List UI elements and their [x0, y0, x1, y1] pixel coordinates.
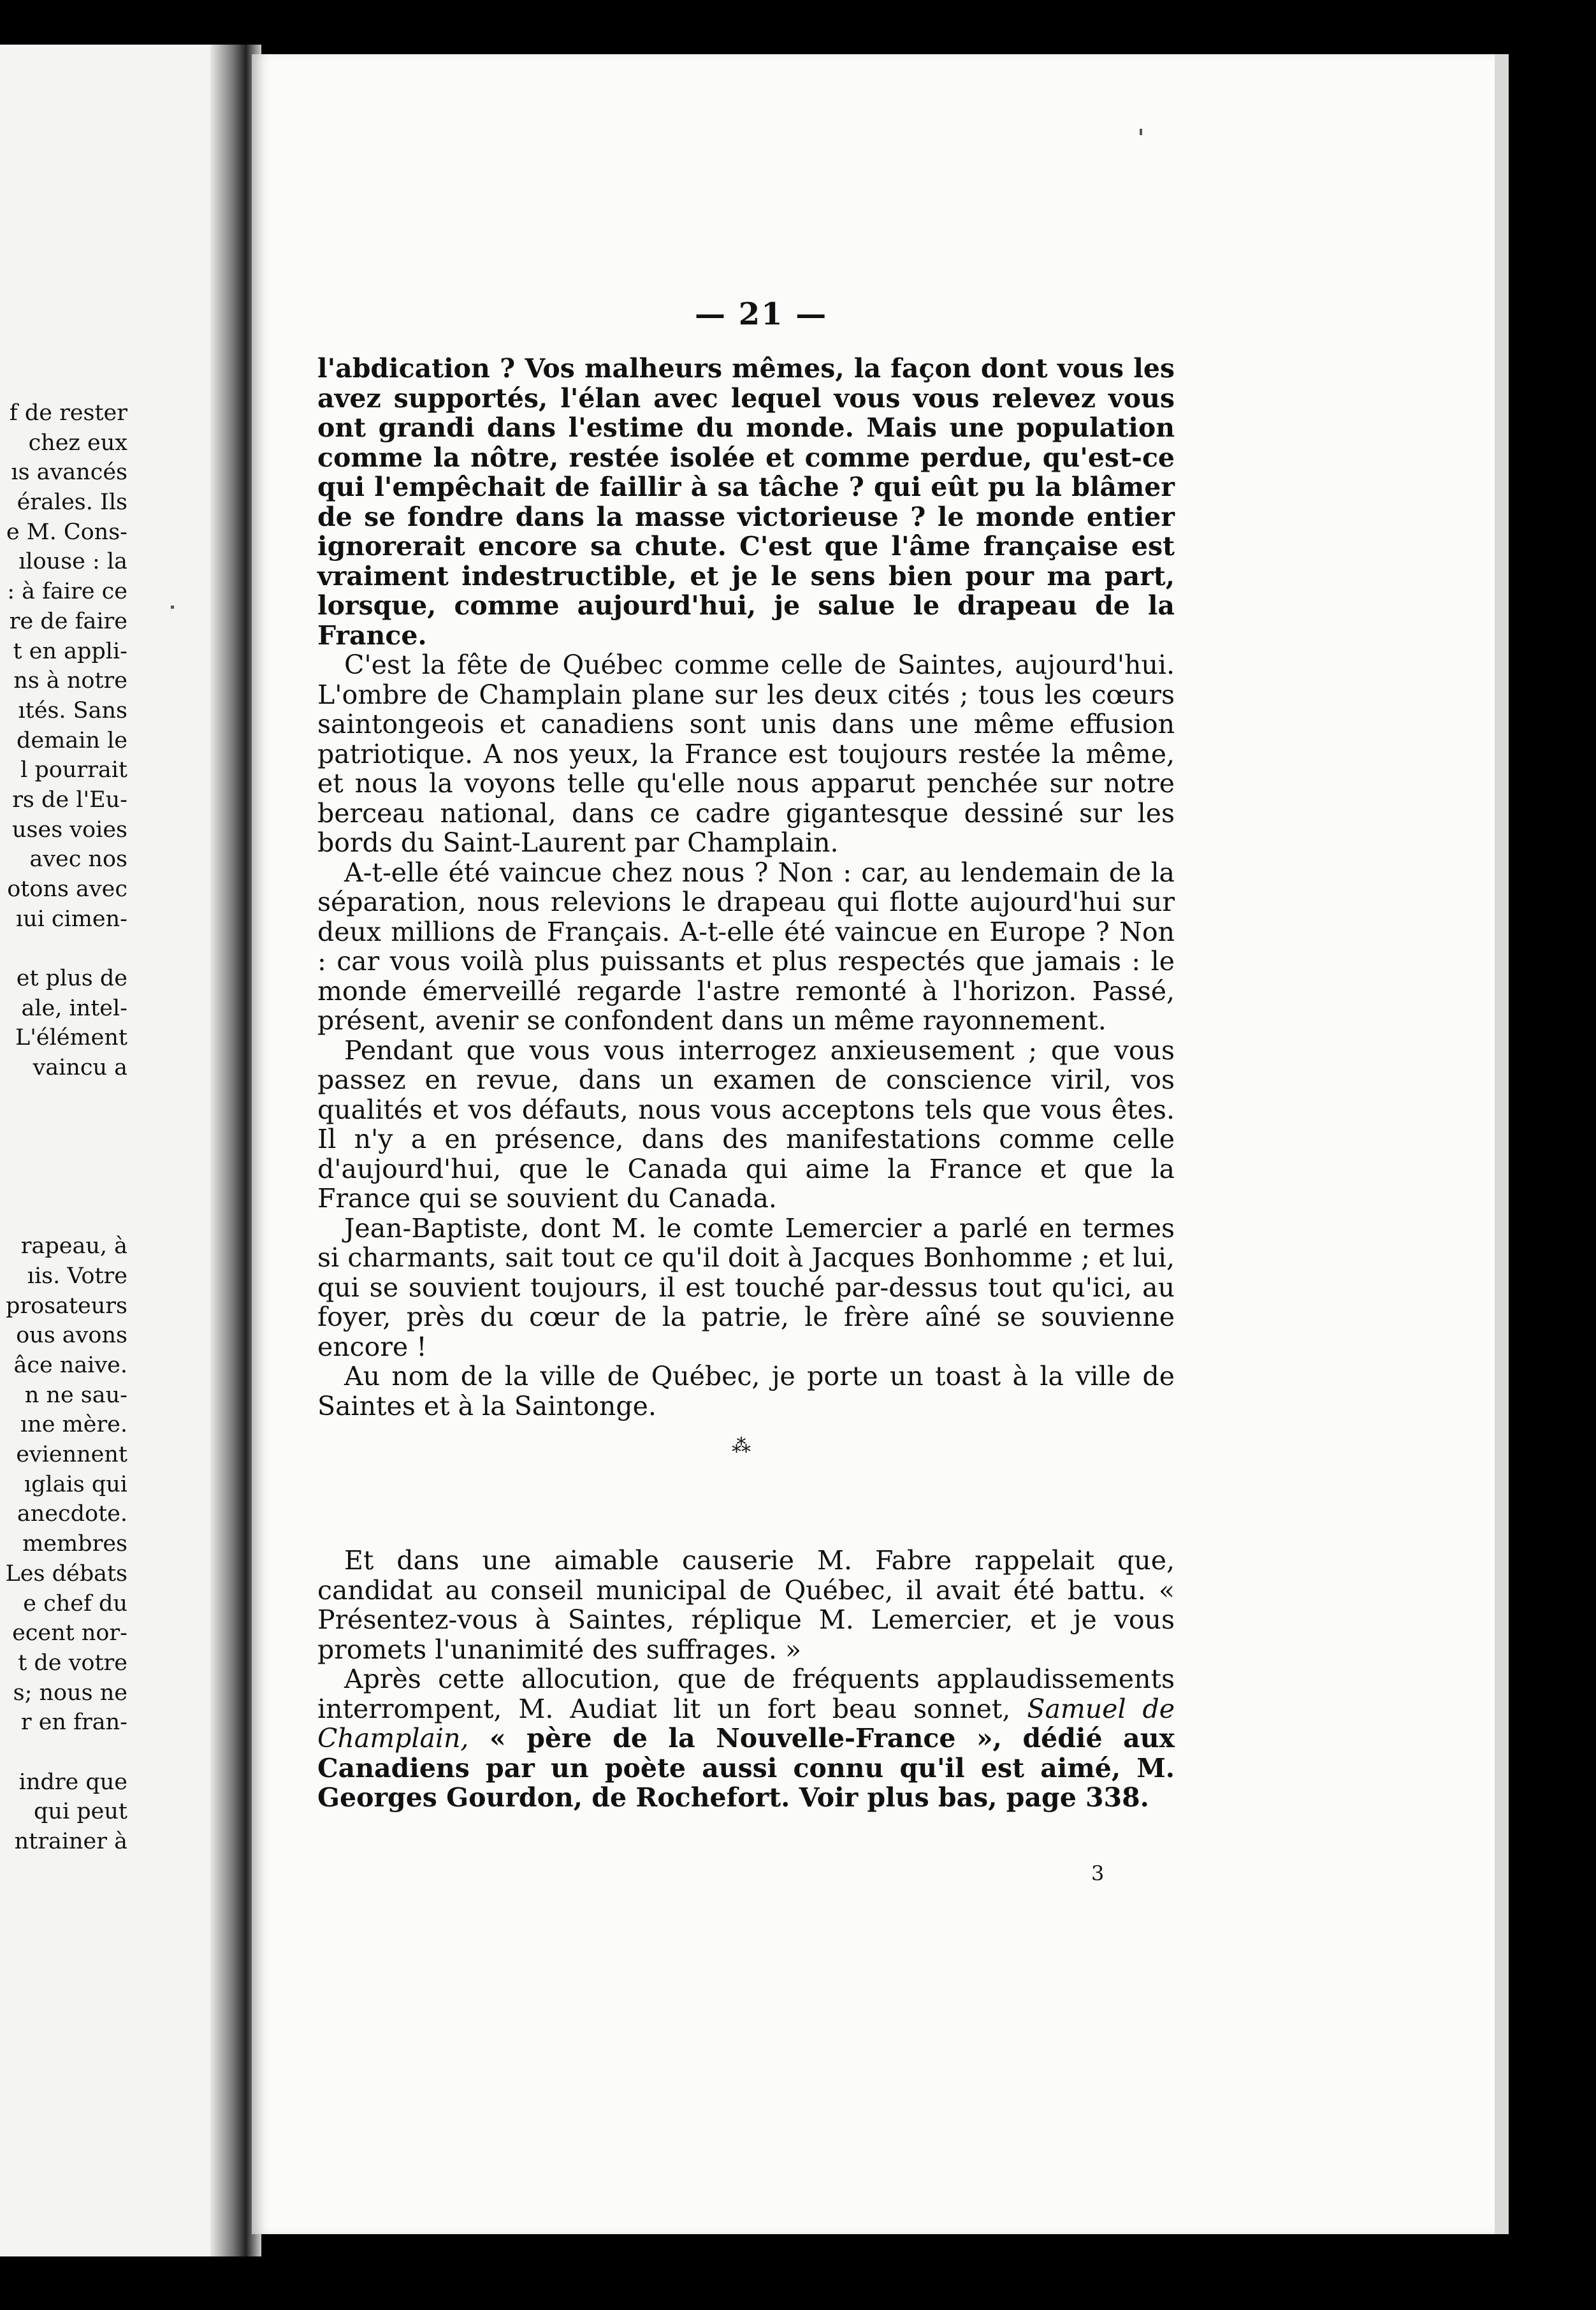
paragraph-5: Jean-Baptiste, dont M. le comte Lemercier a parlé en termes si charmants, sait tout ce qu'il doit à Jacques Bonhomme ; et lui, qui se souvient toujours, il est touché par-dessus tout qu'ici, au foyer, près du cœur de la patrie, le frère aîné se souvienne encore !: [317, 1212, 1175, 1362]
closing-text: [317, 1546, 1175, 1813]
previous-page-fragment: [0, 45, 226, 2256]
previous-page-line: prosateurs: [5, 1293, 127, 1319]
sonnet-title: Samuel de Champlain,: [317, 1693, 1175, 1754]
previous-page-line: ıne mère.: [20, 1412, 127, 1438]
previous-page-line: eviennent: [16, 1442, 127, 1468]
previous-page-line: [0, 1083, 127, 1113]
page-number: — 21 —: [695, 296, 828, 332]
previous-page-line: e chef du: [23, 1590, 127, 1616]
previous-page-line: membres: [15, 1531, 127, 1557]
margin-speck: [1140, 129, 1142, 135]
previous-page-line: ıglais qui: [24, 1471, 127, 1497]
previous-page-line: ıui cimen-: [15, 906, 127, 932]
previous-page-line: [0, 1202, 127, 1232]
previous-page-line: n ne sau-: [24, 1382, 127, 1408]
closing-paragraph-2: [317, 1664, 1175, 1813]
previous-page-line: anecdote.: [10, 1501, 127, 1527]
previous-page-line: ous avons: [16, 1323, 127, 1349]
previous-page-line: ılouse : la: [18, 549, 127, 575]
previous-page-line: rapeau, à: [20, 1233, 127, 1260]
paragraph-2: C'est la fête de Québec comme celle de Saintes, aujourd'hui. L'ombre de Champlain plane sur les deux cités ; tous les cœurs saintongeois et canadiens sont unis dans une même effusion patriotique. A nos yeux, la France est toujours restée la même, et nous la voyons telle qu'elle nous apparut penchée sur notre berceau national, dans ce cadre gigantesque dessiné sur les bords du Saint-Laurent par Champlain.: [317, 650, 1175, 858]
paragraph-6: Au nom de la ville de Québec, je porte un toast à la ville de Saintes et à la Saintonge.: [317, 1361, 1175, 1421]
previous-page-line: ıis. Votre: [27, 1263, 127, 1289]
previous-page-line: âce naive.: [13, 1353, 127, 1378]
page-body: [317, 354, 1175, 1421]
paragraph-3: A-t-elle été vaincue chez nous ? Non : car, au lendemain de la séparation, nous relevions le drapeau qui flotte aujourd'hui sur deux millions de Français. A-t-elle été vaincue en Europe ? Non : car vous voilà plus puissants et plus respectés que jamais : le monde émerveillé regarde l'astre remonté à l'horizon. Passé, présent, avenir se confondent dans un même rayonnement.: [317, 857, 1175, 1036]
previous-page-line: [0, 1113, 127, 1143]
previous-page-line: [0, 1172, 127, 1202]
previous-page-line: f de rester: [9, 400, 127, 426]
closing-paragraph-2-intro: Après cette allocution, que de fréquents applaudissements interrompent, M. Audiat lit un fort beau sonnet,: [317, 1664, 1175, 1724]
previous-page-line: t en appli-: [13, 638, 127, 664]
previous-page-line: demain le: [9, 727, 127, 753]
previous-page-line: ns à notre: [13, 668, 127, 694]
previous-page-line: Les débats: [5, 1560, 127, 1587]
previous-page-line: : à faire ce: [7, 579, 127, 605]
closing-paragraph-1: Et dans une aimable causerie M. Fabre rappelait que, candidat au conseil municipal de Québec, il avait été battu. « Présentez-vous à Saintes, réplique M. Lemercier, et je vous promets l'unanimité des suffrages. »: [317, 1545, 1175, 1665]
previous-page-line: ntrainer à: [14, 1829, 127, 1854]
previous-page-line: et plus de: [16, 966, 127, 992]
previous-page-line: ıs avancés: [11, 460, 127, 486]
previous-page-line: indre que: [18, 1769, 127, 1795]
previous-page-line: chez eux: [21, 430, 127, 456]
section-asterism: ⁂: [732, 1435, 751, 1457]
previous-page-line: [0, 934, 127, 964]
previous-page-line: ecent nor-: [12, 1620, 127, 1646]
previous-page-line: ıtés. Sans: [18, 697, 127, 723]
previous-page-line: qui peut: [26, 1799, 127, 1825]
previous-page-text: [0, 398, 127, 1857]
closing-paragraph-2-end: « père de la Nouvelle-France », dédié aux Canadiens par un poète aussi connu qu'il est aimé, M. Georges Gourdon, de Rochefort. Voir plus bas, page 338.: [317, 1723, 1175, 1813]
margin-speck: [171, 606, 174, 609]
previous-page-line: [0, 1142, 127, 1172]
paragraph-1: l'abdication ? Vos malheurs mêmes, la façon dont vous les avez supportés, l'élan avec lequel vous vous relevez vous ont grandi dans l'estime du monde. Mais une population comme la nôtre, restée isolée et comme perdue, qu'est-ce qui l'empêchait de faillir à sa tâche ? qui eût pu la blâmer de se fondre dans la masse victorieuse ? le monde entier ignorerait encore sa chute. C'est que l'âme française est vraiment indestructible, et je le sens bien pour ma part, lorsque, comme aujourd'hui, je salue le drapeau de la France.: [317, 353, 1175, 651]
signature-mark: 3: [1091, 1861, 1105, 1885]
previous-page-line: s; nous ne: [13, 1680, 127, 1706]
previous-page-line: e M. Cons-: [6, 519, 127, 545]
previous-page-line: t de votre: [18, 1650, 127, 1676]
previous-page-line: avec nos: [22, 846, 127, 873]
previous-page-line: r en fran-: [20, 1710, 127, 1736]
previous-page-line: rs de l'Eu-: [12, 787, 127, 813]
previous-page-line: ale, intel-: [21, 995, 127, 1021]
paragraph-4: Pendant que vous vous interrogez anxieusement ; que vous passez en revue, dans un examen de conscience viril, vos qualités et vos défauts, nous vous acceptons tels que vous êtes. Il n'y a en présence, dans des manifestations comme celle d'aujourd'hui, que le Canada qui aime la France et que la France qui se souvient du Canada.: [317, 1035, 1175, 1214]
previous-page-line: otons avec: [7, 876, 127, 902]
previous-page-line: l pourrait: [20, 757, 127, 783]
previous-page-line: vaincu a: [25, 1055, 127, 1081]
previous-page-line: L'élément: [15, 1025, 127, 1051]
previous-page-line: re de faire: [9, 608, 127, 634]
previous-page-line: érales. Ils: [17, 490, 127, 516]
previous-page-line: [0, 1738, 127, 1768]
previous-page-line: uses voies: [11, 817, 127, 843]
